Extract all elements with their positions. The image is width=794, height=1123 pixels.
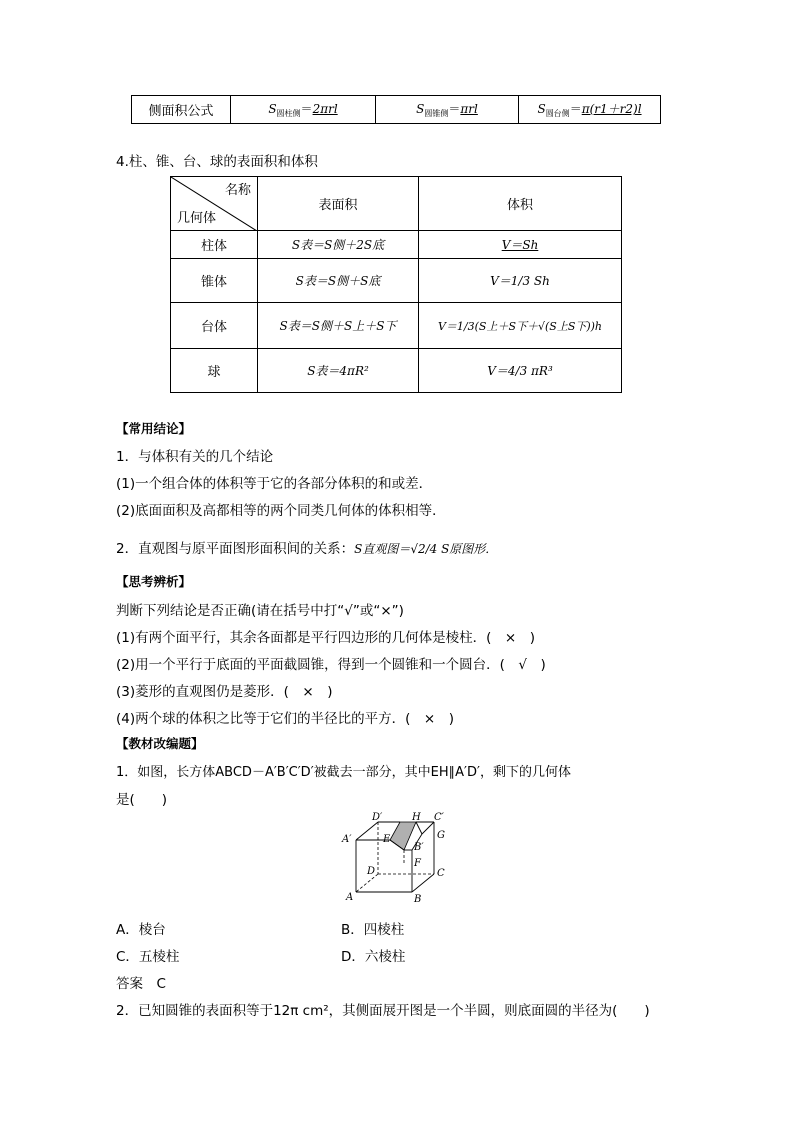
label-B1: B′ <box>414 842 424 853</box>
common-item-1-1: (1)一个组合体的体积等于它的各部分体积的和或差． <box>116 476 433 492</box>
common-heading: 【常用结论】 <box>116 421 192 436</box>
thinking-q4: (4)两个球的体积之比等于它们的半径比的平方．( × ) <box>116 711 454 727</box>
cylinder-lateral-formula: $S_{圆柱侧}=2\pi rl$ <box>231 96 376 124</box>
diagonal-header-cell <box>171 177 258 231</box>
label-B: B <box>414 894 422 905</box>
thinking-heading: 【思考辨析】 <box>116 574 192 589</box>
label-C: C <box>437 868 445 879</box>
cut-face <box>390 822 416 850</box>
lateral-area-table <box>131 95 661 124</box>
common-item-1: 1．与体积有关的几个结论 <box>116 449 274 465</box>
option-d: D．六棱柱 <box>341 949 406 965</box>
option-b: B．四棱柱 <box>341 922 405 938</box>
cone-lateral-formula: $S_{圆锥侧}=\pi rl$ <box>376 96 519 124</box>
table-row: 球 S表＝4πR² V＝4/3 πR³ <box>171 349 622 393</box>
answer: 答案 C <box>116 976 166 992</box>
textbook-q2: 2．已知圆锥的表面积等于12π cm²，其侧面展开图是一个半圆，则底面圆的半径为( ) <box>116 1003 650 1019</box>
label-A: A <box>346 892 354 903</box>
header-name: 名称 <box>224 183 251 198</box>
textbook-q1-line1: 1．如图，长方体ABCD－A′B′C′D′被截去一部分，其中EH∥A′D′，剩下的几何体 <box>116 765 571 780</box>
option-a: A．棱台 <box>116 922 166 938</box>
frustum-lateral-formula: $S_{圆台侧}=\pi(r1+r2)l$ <box>519 96 661 124</box>
label-C1: C′ <box>434 812 444 823</box>
header-body: 几何体 <box>177 211 217 226</box>
header-volume: 体积 <box>419 177 622 231</box>
textbook-heading: 【教材改编题】 <box>116 736 204 751</box>
surface-volume-table <box>170 176 622 393</box>
thinking-q1: (1)有两个面平行，其余各面都是平行四边形的几何体是棱柱．( × ) <box>116 630 535 646</box>
label-F: F <box>414 858 421 869</box>
label-D1: D′ <box>372 812 383 823</box>
label-H: H <box>412 812 421 823</box>
thinking-q2: (2)用一个平行于底面的平面截圆锥，得到一个圆锥和一个圆台．( √ ) <box>116 657 546 673</box>
thinking-intro: 判断下列结论是否正确(请在括号中打“√”或“×”) <box>116 603 404 619</box>
header-surface: 表面积 <box>258 177 419 231</box>
table-row: 柱体 S表＝S侧＋2S底 V＝Sh <box>171 231 622 259</box>
label-A1: A′ <box>342 834 352 845</box>
cuboid-figure <box>338 812 458 908</box>
label-G: G <box>437 830 445 841</box>
textbook-q1-line2: 是( ) <box>116 792 168 808</box>
thinking-q3: (3)菱形的直观图仍是菱形．( × ) <box>116 684 333 700</box>
common-item-2: 2．直观图与原平面图形面积间的关系：S直观图＝√2/4 S原图形． <box>116 541 498 557</box>
label-D: D <box>367 866 376 877</box>
label-E: E <box>383 834 391 845</box>
area-ratio-formula: S直观图＝√2/4 S原图形． <box>354 542 498 556</box>
table-row: 台体 S表＝S侧＋S上＋S下 V＝1/3(S上＋S下＋√(S上S下))h <box>171 303 622 349</box>
section-4-title: 4.柱、锥、台、球的表面积和体积 <box>116 154 318 170</box>
common-item-1-2: (2)底面面积及高都相等的两个同类几何体的体积相等． <box>116 503 446 519</box>
lateral-area-label: 侧面积公式 <box>132 96 231 124</box>
table-row: 锥体 S表＝S侧＋S底 V＝1/3 Sh <box>171 259 622 303</box>
option-c: C．五棱柱 <box>116 949 180 965</box>
